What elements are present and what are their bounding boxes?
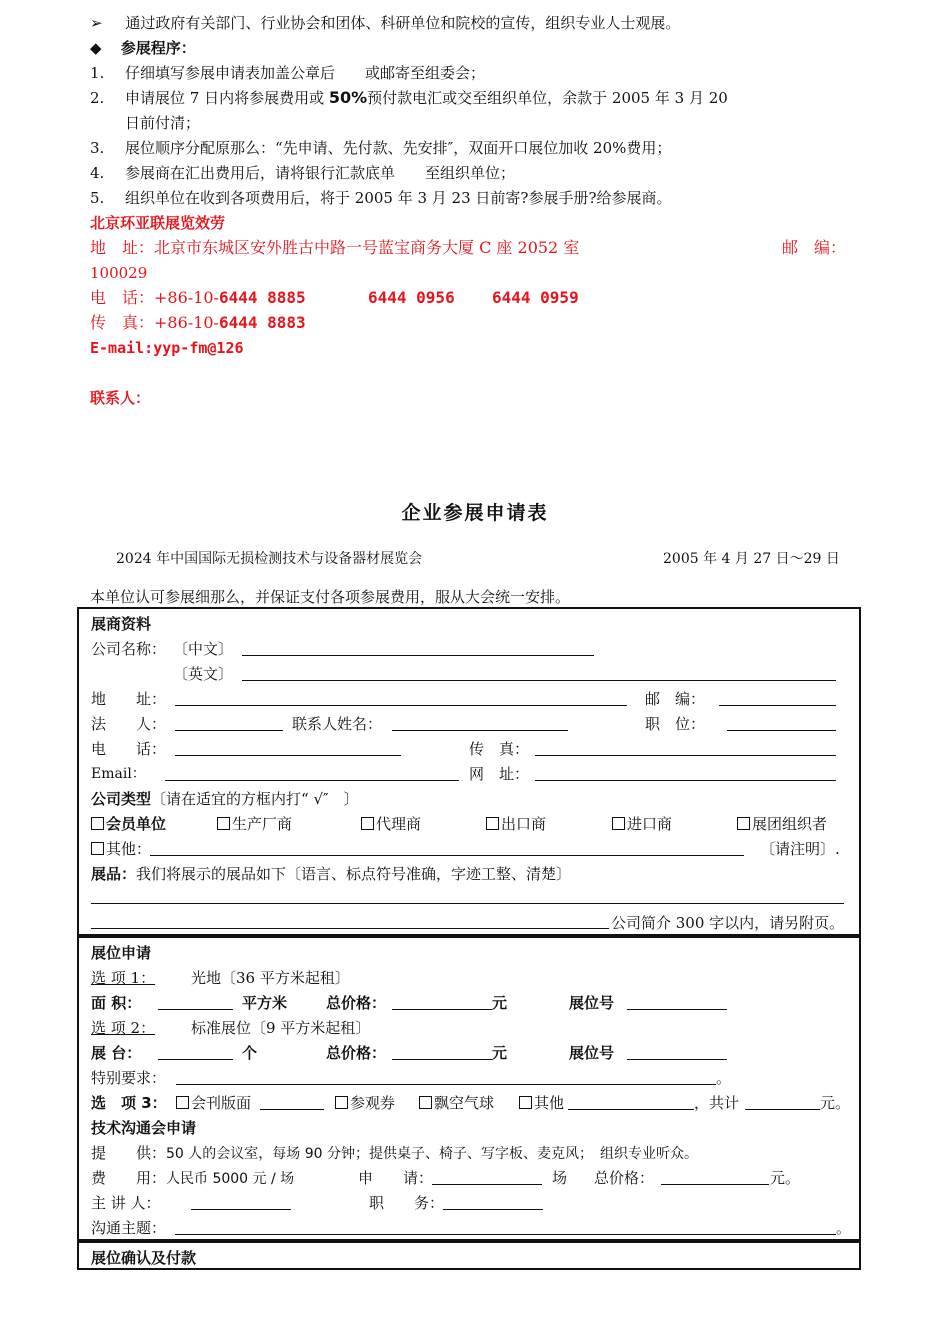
organizer-phone-3: 6444 0959 bbox=[492, 288, 579, 307]
checkbox-icon bbox=[486, 817, 499, 830]
step-3: 3. 展位顺序分配原那么：“先申请、先付款、先安排″，双面开口展位加收 20%费用； bbox=[90, 139, 672, 157]
checkbox-icon bbox=[91, 817, 104, 830]
postcode-field[interactable] bbox=[719, 691, 836, 706]
company-type: 公司类型〔请在适宜的方框内打“ √″ 〕 bbox=[91, 790, 359, 808]
tech-total-label: 总价格： bbox=[594, 1169, 655, 1187]
exhibition-name: 2024 年中国国际无损检测技术与设备器材展览会 bbox=[116, 551, 423, 567]
company-cn-label: 〔中文〕 bbox=[173, 640, 234, 658]
organizer-email: E-mail:yyp-fm@126 bbox=[90, 339, 244, 357]
option1-text: 光地〔36 平方米起租〕 bbox=[191, 969, 350, 987]
tech-apply-field[interactable] bbox=[432, 1170, 542, 1185]
tech-session-unit: 场 bbox=[552, 1169, 568, 1187]
postcode-label: 邮 编： bbox=[645, 690, 706, 708]
special-period: 。 bbox=[716, 1069, 732, 1087]
other-note: 〔请注明〕. bbox=[760, 840, 840, 858]
booth-heading: 展位申请 bbox=[91, 944, 152, 962]
area-label: 面 积： bbox=[91, 994, 142, 1012]
confirm-heading: 展位确认及付款 bbox=[91, 1249, 197, 1267]
organizer-name: 北京环亚联展览效劳 bbox=[90, 214, 226, 232]
opt3-ticket-checkbox[interactable]: 参观券 bbox=[335, 1093, 395, 1113]
checkbox-icon bbox=[737, 817, 750, 830]
special-field[interactable] bbox=[176, 1070, 716, 1085]
checkbox-icon bbox=[176, 1096, 189, 1109]
form-title: 企业参展申请表 bbox=[401, 502, 549, 524]
bullet-line: ➢ 通过政府有关部门、行业协会和团体、科研单位和院校的宣传，组织专业人士观展。 bbox=[90, 14, 681, 32]
special-label: 特别要求： bbox=[91, 1069, 167, 1087]
checkbox-icon bbox=[612, 817, 625, 830]
type-exporter-checkbox[interactable]: 出口商 bbox=[486, 814, 546, 834]
step-1: 1. 仔细填写参展申请表加盖公章后 或邮寄至组委会； bbox=[90, 64, 486, 82]
option1-booth-no-field[interactable] bbox=[627, 995, 727, 1010]
step-5: 5. 组织单位在收到各项费用后，将于 2005 年 3 月 23 日前寄?参展手册?给参展商。 bbox=[90, 189, 672, 207]
opt3-balloon-checkbox[interactable]: 飘空气球 bbox=[419, 1093, 494, 1113]
step-2-cont: 日前付清； bbox=[125, 114, 201, 132]
option1-yuan: 元 bbox=[492, 994, 508, 1012]
option2-text: 标准展位〔9 平方米起租〕 bbox=[191, 1019, 371, 1037]
tech-provide: 提 供：50 人的会议室，每场 90 分钟；提供桌子、椅子、写字板、麦克风； 组织专业听众。 bbox=[91, 1144, 698, 1162]
type-agent-checkbox[interactable]: 代理商 bbox=[361, 814, 421, 834]
organizer-phone: 电 话：+86-10-6444 8885 bbox=[90, 288, 306, 307]
option1-label: 选 项 1： bbox=[91, 969, 156, 987]
speaker-label: 主 讲 人： bbox=[91, 1194, 161, 1212]
option2-total-field[interactable] bbox=[392, 1045, 492, 1060]
contact-name-label: 联系人姓名： bbox=[292, 715, 383, 733]
tech-total-field[interactable] bbox=[661, 1170, 769, 1185]
contact-label: 联系人： bbox=[90, 389, 151, 407]
tech-apply-label: 申 请： bbox=[358, 1169, 434, 1187]
position-label: 职 位： bbox=[645, 715, 706, 733]
checkbox-icon bbox=[361, 817, 374, 830]
checkbox-icon bbox=[519, 1096, 532, 1109]
email-field[interactable] bbox=[165, 766, 459, 781]
option2-booth-no-field[interactable] bbox=[627, 1045, 727, 1060]
legal-label: 法 人： bbox=[91, 715, 167, 733]
checkbox-icon bbox=[217, 817, 230, 830]
website-label: 网 址： bbox=[469, 765, 530, 783]
organizer-postcode: 100029 bbox=[90, 264, 148, 282]
topic-field[interactable] bbox=[175, 1220, 836, 1235]
exhibits-field-1[interactable] bbox=[91, 889, 844, 904]
checkbox-icon bbox=[335, 1096, 348, 1109]
phone-label: 电 话： bbox=[91, 740, 167, 758]
option2-label: 选 项 2： bbox=[91, 1019, 156, 1037]
sqm-unit: 平方米 bbox=[242, 994, 288, 1012]
website-field[interactable] bbox=[535, 766, 836, 781]
option1-booth-no-label: 展位号 bbox=[569, 994, 615, 1012]
type-other-checkbox[interactable]: 其他： bbox=[91, 839, 151, 859]
option2-booth-no-label: 展位号 bbox=[569, 1044, 615, 1062]
speaker-field[interactable] bbox=[191, 1195, 291, 1210]
topic-label: 沟通主题： bbox=[91, 1219, 167, 1237]
position-field[interactable] bbox=[727, 716, 836, 731]
type-manufacturer-checkbox[interactable]: 生产厂商 bbox=[217, 814, 292, 834]
type-member-checkbox[interactable]: 会员单位 bbox=[91, 814, 166, 834]
company-label: 公司名称： bbox=[91, 640, 167, 658]
speaker-title-field[interactable] bbox=[443, 1195, 543, 1210]
fax-field[interactable] bbox=[535, 741, 836, 756]
company-en-label: 〔英文〕 bbox=[173, 665, 234, 683]
opt3-catalog-checkbox[interactable]: 会刊版面 bbox=[176, 1093, 251, 1113]
option1-total-label: 总价格： bbox=[326, 994, 387, 1012]
exhibits-line: 展品：我们将展示的展品如下〔语言、标点符号准确，字迹工整、清楚〕 bbox=[91, 865, 572, 883]
address-field[interactable] bbox=[175, 691, 627, 706]
procedure-title: ◆ 参展程序： bbox=[90, 39, 196, 57]
organizer-postcode-label: 邮 编： bbox=[782, 238, 847, 257]
exhibitor-heading: 展商资料 bbox=[91, 615, 152, 633]
opt3-other-field[interactable] bbox=[568, 1095, 694, 1110]
statement: 本单位认可参展细那么，并保证支付各项参展费用，服从大会统一安排。 bbox=[90, 588, 571, 606]
checkbox-icon bbox=[91, 842, 104, 855]
topic-period: 。 bbox=[836, 1219, 852, 1237]
opt3-other-checkbox[interactable]: 其他 bbox=[519, 1093, 564, 1113]
opt3-total-label: ，共计 bbox=[694, 1094, 740, 1112]
option2-yuan: 元 bbox=[492, 1044, 508, 1062]
organizer-fax: 传 真：+86-10-6444 8883 bbox=[90, 313, 306, 332]
tech-yuan: 元。 bbox=[770, 1169, 801, 1187]
arrow-bullet-icon: ➢ bbox=[90, 14, 103, 32]
stand-unit: 个 bbox=[242, 1044, 258, 1062]
exhibition-dates: 2005 年 4 月 27 日～29 日 bbox=[663, 551, 840, 567]
opt3-catalog-field[interactable] bbox=[260, 1095, 324, 1110]
contact-name-field[interactable] bbox=[392, 716, 568, 731]
tech-heading: 技术沟通会申请 bbox=[91, 1119, 197, 1137]
option3-label: 选 项 3： bbox=[91, 1094, 167, 1112]
address-label: 地 址： bbox=[91, 690, 167, 708]
profile-note: 公司简介 300 字以内，请另附页。 bbox=[611, 914, 845, 932]
opt3-total-field[interactable] bbox=[745, 1095, 820, 1110]
company-cn-field[interactable] bbox=[242, 641, 594, 656]
type-importer-checkbox[interactable]: 进口商 bbox=[612, 814, 672, 834]
step-4: 4. 参展商在汇出费用后，请将银行汇款底单 至组织单位； bbox=[90, 164, 516, 182]
step-2: 2. 申请展位 7 日内将参展费用或 50%预付款电汇或交至组织单位，余款于 2005 年 3 月 20 bbox=[90, 88, 728, 107]
organizer-phone-2: 6444 0956 bbox=[368, 288, 455, 307]
stand-label: 展 台： bbox=[91, 1044, 142, 1062]
phone-field[interactable] bbox=[175, 741, 401, 756]
company-en-field[interactable] bbox=[242, 666, 836, 681]
option1-total-field[interactable] bbox=[392, 995, 492, 1010]
exhibits-field-2[interactable] bbox=[91, 914, 609, 929]
email-label: Email： bbox=[91, 766, 146, 782]
area-field[interactable] bbox=[158, 995, 233, 1010]
tech-fee: 费 用：人民币 5000 元 / 场 bbox=[91, 1169, 295, 1187]
type-organizer-checkbox[interactable]: 展团组织者 bbox=[737, 814, 827, 834]
stand-field[interactable] bbox=[158, 1045, 233, 1060]
speaker-title-label: 职 务： bbox=[369, 1194, 445, 1212]
organizer-address: 地 址：北京市东城区安外胜古中路一号蓝宝商务大厦 C 座 2052 室 bbox=[90, 238, 580, 257]
option2-total-label: 总价格： bbox=[326, 1044, 387, 1062]
opt3-yuan: 元。 bbox=[820, 1094, 851, 1112]
diamond-bullet-icon: ◆ bbox=[90, 39, 102, 57]
checkbox-icon bbox=[419, 1096, 432, 1109]
fax-label: 传 真： bbox=[469, 740, 530, 758]
legal-field[interactable] bbox=[175, 716, 283, 731]
other-field[interactable] bbox=[150, 841, 744, 856]
